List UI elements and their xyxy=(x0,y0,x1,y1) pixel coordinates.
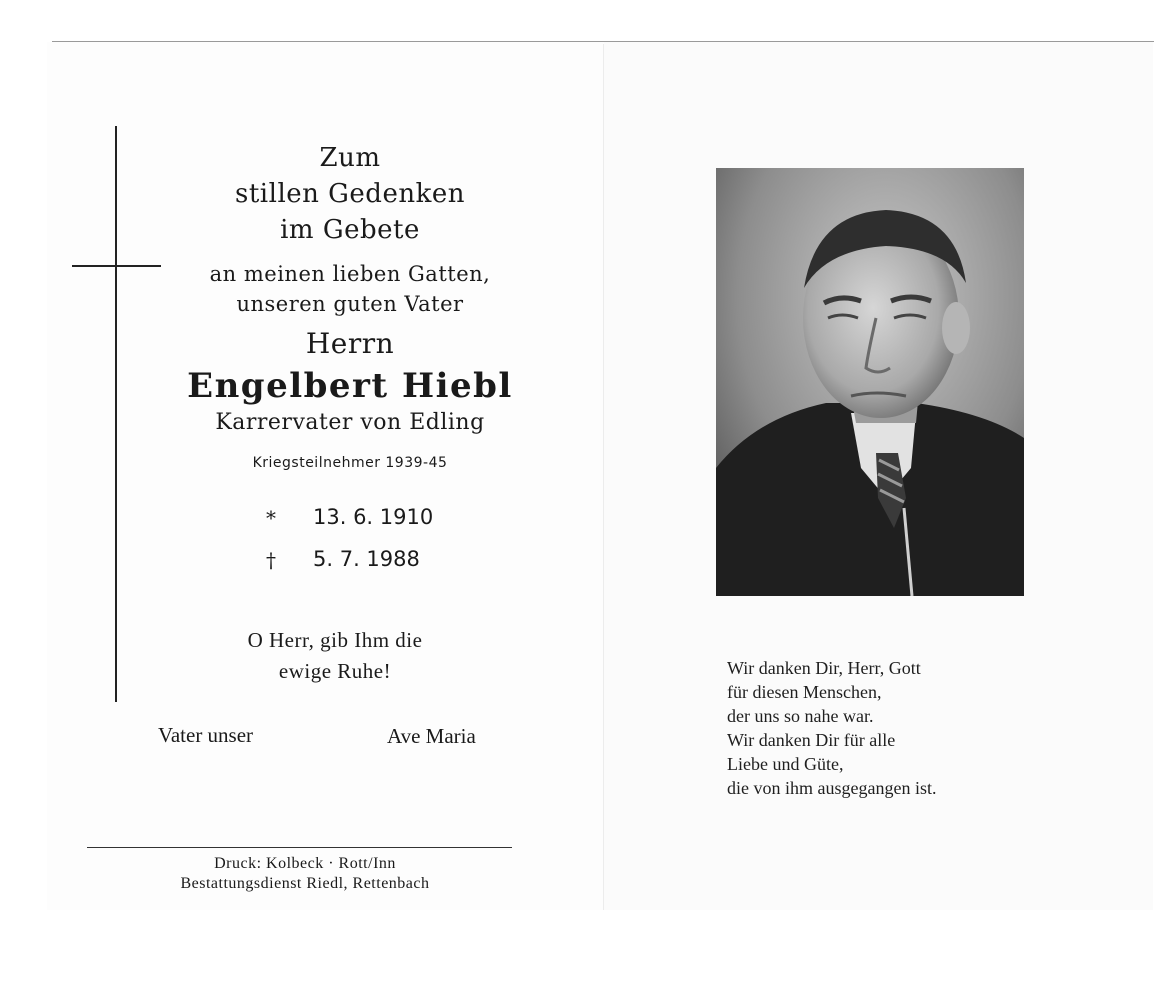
verse-line-6: die von ihm ausgegangen ist. xyxy=(727,778,937,798)
deceased-note: Kriegsteilnehmer 1939-45 xyxy=(252,455,448,471)
portrait-photo xyxy=(716,168,1024,596)
salutation: Herrn xyxy=(305,327,395,360)
birth-date: 13. 6. 1910 xyxy=(313,505,434,529)
printer-line-1: Druck: Kolbeck · Rott/Inn xyxy=(214,855,396,872)
prayer-line-2: ewige Ruhe! xyxy=(278,659,392,683)
death-date: 5. 7. 1988 xyxy=(313,547,420,571)
cross-icon-vertical xyxy=(115,126,117,702)
deceased-title: Karrervater von Edling xyxy=(215,410,485,435)
heading-line-1: Zum xyxy=(319,143,381,173)
verse-line-4: Wir danken Dir für alle xyxy=(727,730,896,750)
deceased-name: Engelbert Hiebl xyxy=(187,366,513,406)
dedication-line-1: an meinen lieben Gatten, xyxy=(209,262,491,286)
prayer-ave-maria: Ave Maria xyxy=(387,724,476,748)
prayer-vater-unser: Vater unser xyxy=(158,723,254,747)
heading-line-2: stillen Gedenken xyxy=(235,179,465,209)
dedication-line-2: unseren guten Vater xyxy=(236,292,464,316)
prayer-line-1: O Herr, gib Ihm die xyxy=(247,628,423,652)
cross-icon-horizontal xyxy=(72,265,161,267)
heading-line-3: im Gebete xyxy=(280,215,420,245)
verse-line-1: Wir danken Dir, Herr, Gott xyxy=(727,658,921,678)
printer-line-2: Bestattungsdienst Riedl, Rettenbach xyxy=(180,875,430,892)
birth-symbol: * xyxy=(266,506,276,530)
verse-block xyxy=(727,656,1047,800)
verse-line-2: für diesen Menschen, xyxy=(727,682,882,702)
verse-line-5: Liebe und Güte, xyxy=(727,754,844,774)
footer-divider xyxy=(87,847,512,848)
verse-line-3: der uns so nahe war. xyxy=(727,706,874,726)
death-symbol: † xyxy=(266,548,276,572)
